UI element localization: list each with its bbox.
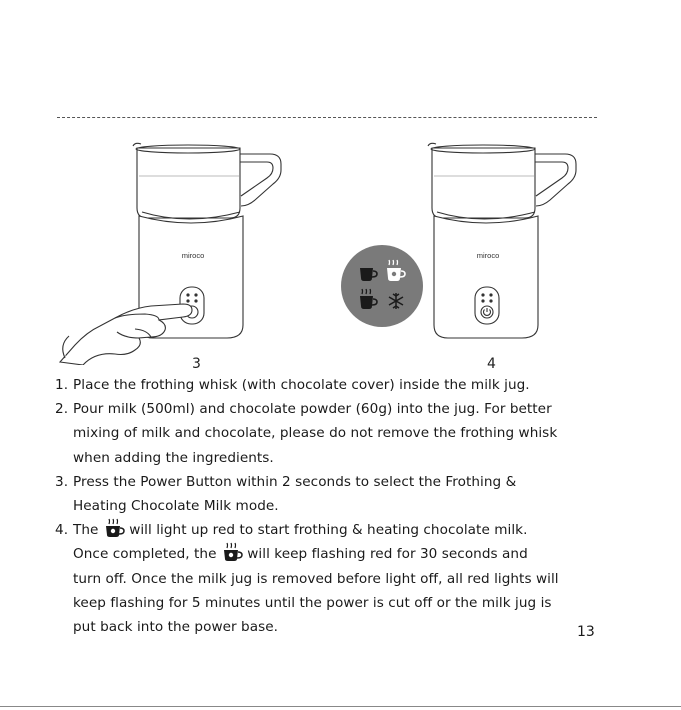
step-number: 3. [55,473,69,490]
step-text: Place the frothing whisk (with chocolate cover) inside the milk jug. [73,377,530,393]
step-line: put back into the power base. [73,619,279,636]
brand-logo: miroco [476,251,500,260]
step-line: Pour milk (500ml) and chocolate powder (60g) into the jug. For better [73,401,552,418]
figure-label-4: 4 [487,356,496,372]
step-text: will light up red to start frothing & heating chocolate milk. [129,522,528,539]
step-line: Press the Power Button within 2 seconds to select the Frothing & [73,473,517,490]
step-line: keep flashing for 5 minutes until the power is cut off or the milk jug is [73,594,552,611]
step-text: The [73,522,99,539]
brand-logo: miroco [181,251,205,260]
step-text: will keep flashing red for 30 seconds and [247,546,528,563]
step-line: mixing of milk and chocolate, please do not remove the frothing whisk [73,425,558,442]
step-line: Heating Chocolate Milk mode. [73,498,279,515]
step-number: 2. [55,401,69,418]
section-divider [57,117,597,118]
instruction-list [55,373,615,639]
step-1 [55,373,615,397]
frother-figure-4 [350,140,590,365]
step-2 [55,397,615,470]
page-bottom-edge [0,706,681,707]
step-3 [55,470,615,518]
step-number: 4. [55,522,69,539]
page-number: 13 [577,624,595,640]
step-number: 1. [55,377,69,393]
step-line [73,518,615,542]
step-text: Once completed, the [73,546,217,563]
frother-figure-3 [55,140,295,365]
figure-label-3: 3 [192,356,201,372]
step-line: when adding the ingredients. [73,449,274,466]
step-4 [55,518,615,639]
step-line [73,542,615,566]
chocolate-cup-icon [221,542,243,562]
chocolate-cup-icon [103,518,125,538]
step-line: turn off. Once the milk jug is removed before light off, all red lights will [73,570,559,587]
